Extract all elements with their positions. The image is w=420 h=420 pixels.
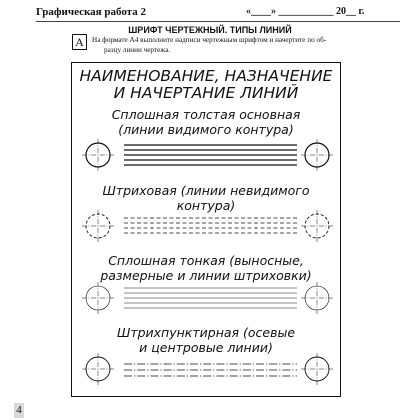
section-2-label-line-1: Штриховая (линии невидимого [102,183,310,198]
section-1-label-line-1: Сплошная толстая основная [111,107,301,122]
page-number: 4 [14,403,24,418]
section-3-label-line-2: размерные и линии штриховки) [100,268,312,283]
section-3-label-line-1: Сплошная тонкая (выносные, [108,253,304,268]
section-4-label-line-1: Штрихпунктирная (осевые [116,325,296,340]
section-2-label-line-2: контура) [176,198,236,213]
drawing-heading-line-2: И НАЧЕРТАНИЕ ЛИНИЙ [113,84,299,102]
header-title: Графическая работа 2 [36,6,146,18]
task-text-line-2: разцу линии чертежа. [104,45,171,54]
header-date-line: «____» ___________ 20__ г. [246,6,365,17]
task-text-line-1: На формате А4 выполните надписи чертежным шрифтом и начертите по об- [92,36,327,44]
section-1-label-line-2: (линии видимого контура) [118,122,294,137]
sheet-title: ШРИФТ ЧЕРТЕЖНЫЙ. ТИПЫ ЛИНИЙ [128,25,292,35]
section-4-label-line-2: и центровые линии) [139,340,273,355]
task-letter-icon: A [72,34,87,50]
drawing-heading-line-1: НАИМЕНОВАНИЕ, НАЗНАЧЕНИЕ [79,67,333,85]
